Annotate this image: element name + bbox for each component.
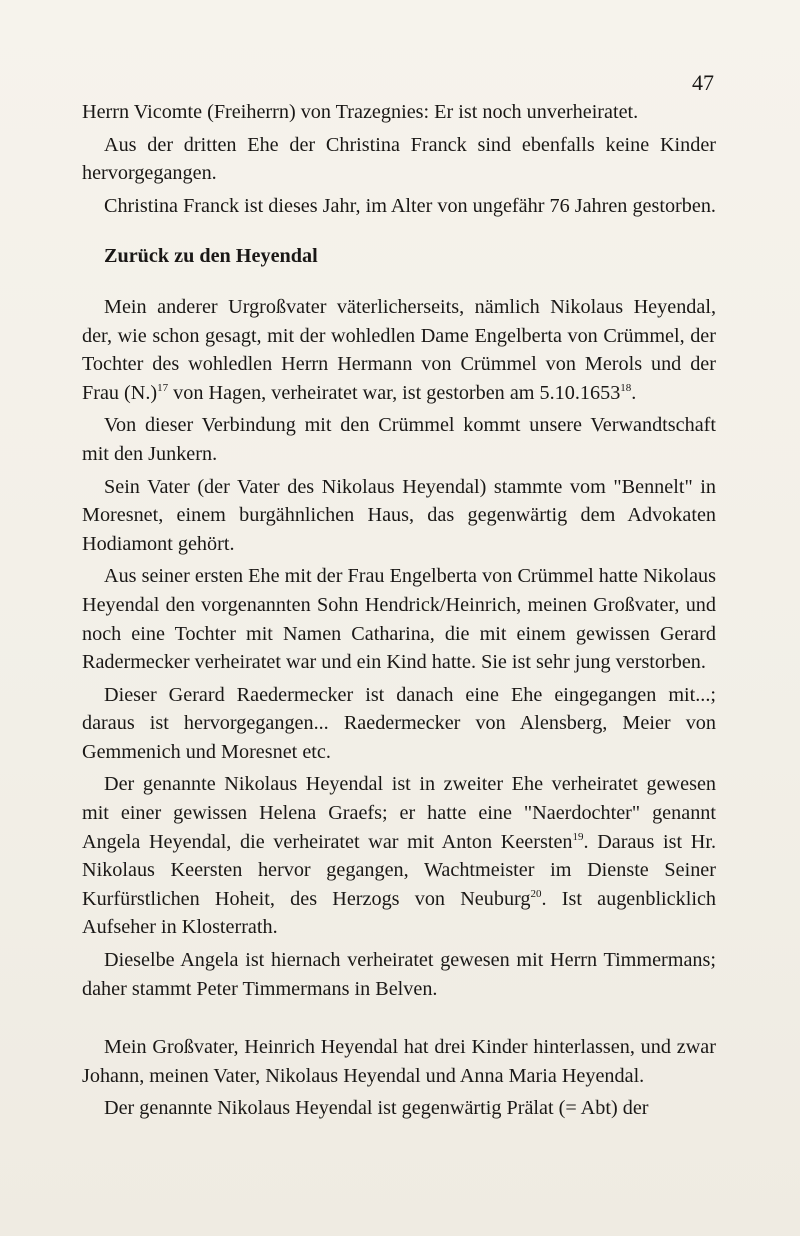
paragraph-text: Der genannte Nikolaus Heyendal ist in zweiter Ehe verheiratet gewesen mit einer gewissen Helena Graefs; er hatte eine "Naerdochter" genannt Angela Heyendal, die verheiratet war mit Anton Keersten (82, 773, 716, 853)
paragraph: Herrn Vicomte (Freiherrn) von Trazegnies: Er ist noch unverheiratet. (82, 101, 639, 123)
paragraph (82, 293, 716, 407)
footnote-marker: 18 (620, 381, 632, 394)
paragraph: Dieselbe Angela ist hiernach verheiratet gewesen mit Herrn Timmermans; daher stammt Peter Timmermans in Belven. (82, 949, 716, 1000)
paragraph-text: . (631, 381, 637, 404)
paragraph-text: . Ist augenblicklich Aufseher in Klosterrath. (82, 887, 716, 939)
paragraph: Sein Vater (der Vater des Nikolaus Heyendal) stammte vom "Bennelt" in Moresnet, einem burgähnlichen Haus, das gegenwärtig dem Advokaten Hodiamont gehört. (82, 475, 716, 555)
footnote-marker: 19 (572, 830, 584, 843)
paragraph-text: Mein anderer Urgroßvater väterlicherseits, nämlich Nikolaus Heyendal, der, wie schon gesagt, mit der wohledlen Dame Engelberta von Crümmel, der Tochter des wohledlen Herrn Hermann von Crümmel von Merols und der Frau (N.) (82, 295, 716, 404)
section-heading: Zurück zu den Heyendal (104, 245, 318, 268)
paragraph: Aus der dritten Ehe der Christina Franck sind ebenfalls keine Kinder hervorgegangen. (82, 133, 716, 185)
paragraph: Aus seiner ersten Ehe mit der Frau Engelberta von Crümmel hatte Nikolaus Heyendal den vorgenannten Sohn Hendrick/Heinrich, meinen Großvater, und noch eine Tochter mit Namen Catharina, die mit einem gewissen Gerard Radermecker verheiratet war und ein Kind hatte. Sie ist sehr jung verstorben. (82, 565, 716, 674)
paragraph: Christina Franck ist dieses Jahr, im Alter von ungefähr 76 Jahren gestorben. (104, 194, 716, 217)
paragraph: Der genannte Nikolaus Heyendal ist gegenwärtig Prälat (= Abt) der (104, 1097, 649, 1120)
footnote-marker: 20 (530, 887, 542, 900)
page-number: 47 (692, 70, 714, 95)
paragraph (82, 770, 716, 942)
footnote-marker: 17 (157, 381, 169, 394)
paragraph: Von dieser Verbindung mit den Crümmel kommt unsere Verwandtschaft mit den Junkern. (82, 414, 716, 465)
paragraph-text: von Hagen, verheiratet war, ist gestorben am 5.10.1653 (168, 381, 621, 404)
paragraph-text: . Daraus ist Hr. Nikolaus Keersten hervor gegangen, Wachtmeister im Dienste Seiner Kurfürstlichen Hoheit, des Herzogs von Neuburg (82, 830, 717, 910)
section-gap (82, 1007, 716, 1033)
page-body (82, 98, 716, 1123)
paragraph: Dieser Gerard Raedermecker ist danach eine Ehe eingegangen mit...; daraus ist hervorgegangen... Raedermecker von Alensberg, Meier von Gemmenich und Moresnet etc. (82, 683, 716, 763)
paragraph: Mein Großvater, Heinrich Heyendal hat drei Kinder hinterlassen, und zwar Johann, meinen Vater, Nikolaus Heyendal und Anna Maria Heyendal. (82, 1036, 716, 1087)
